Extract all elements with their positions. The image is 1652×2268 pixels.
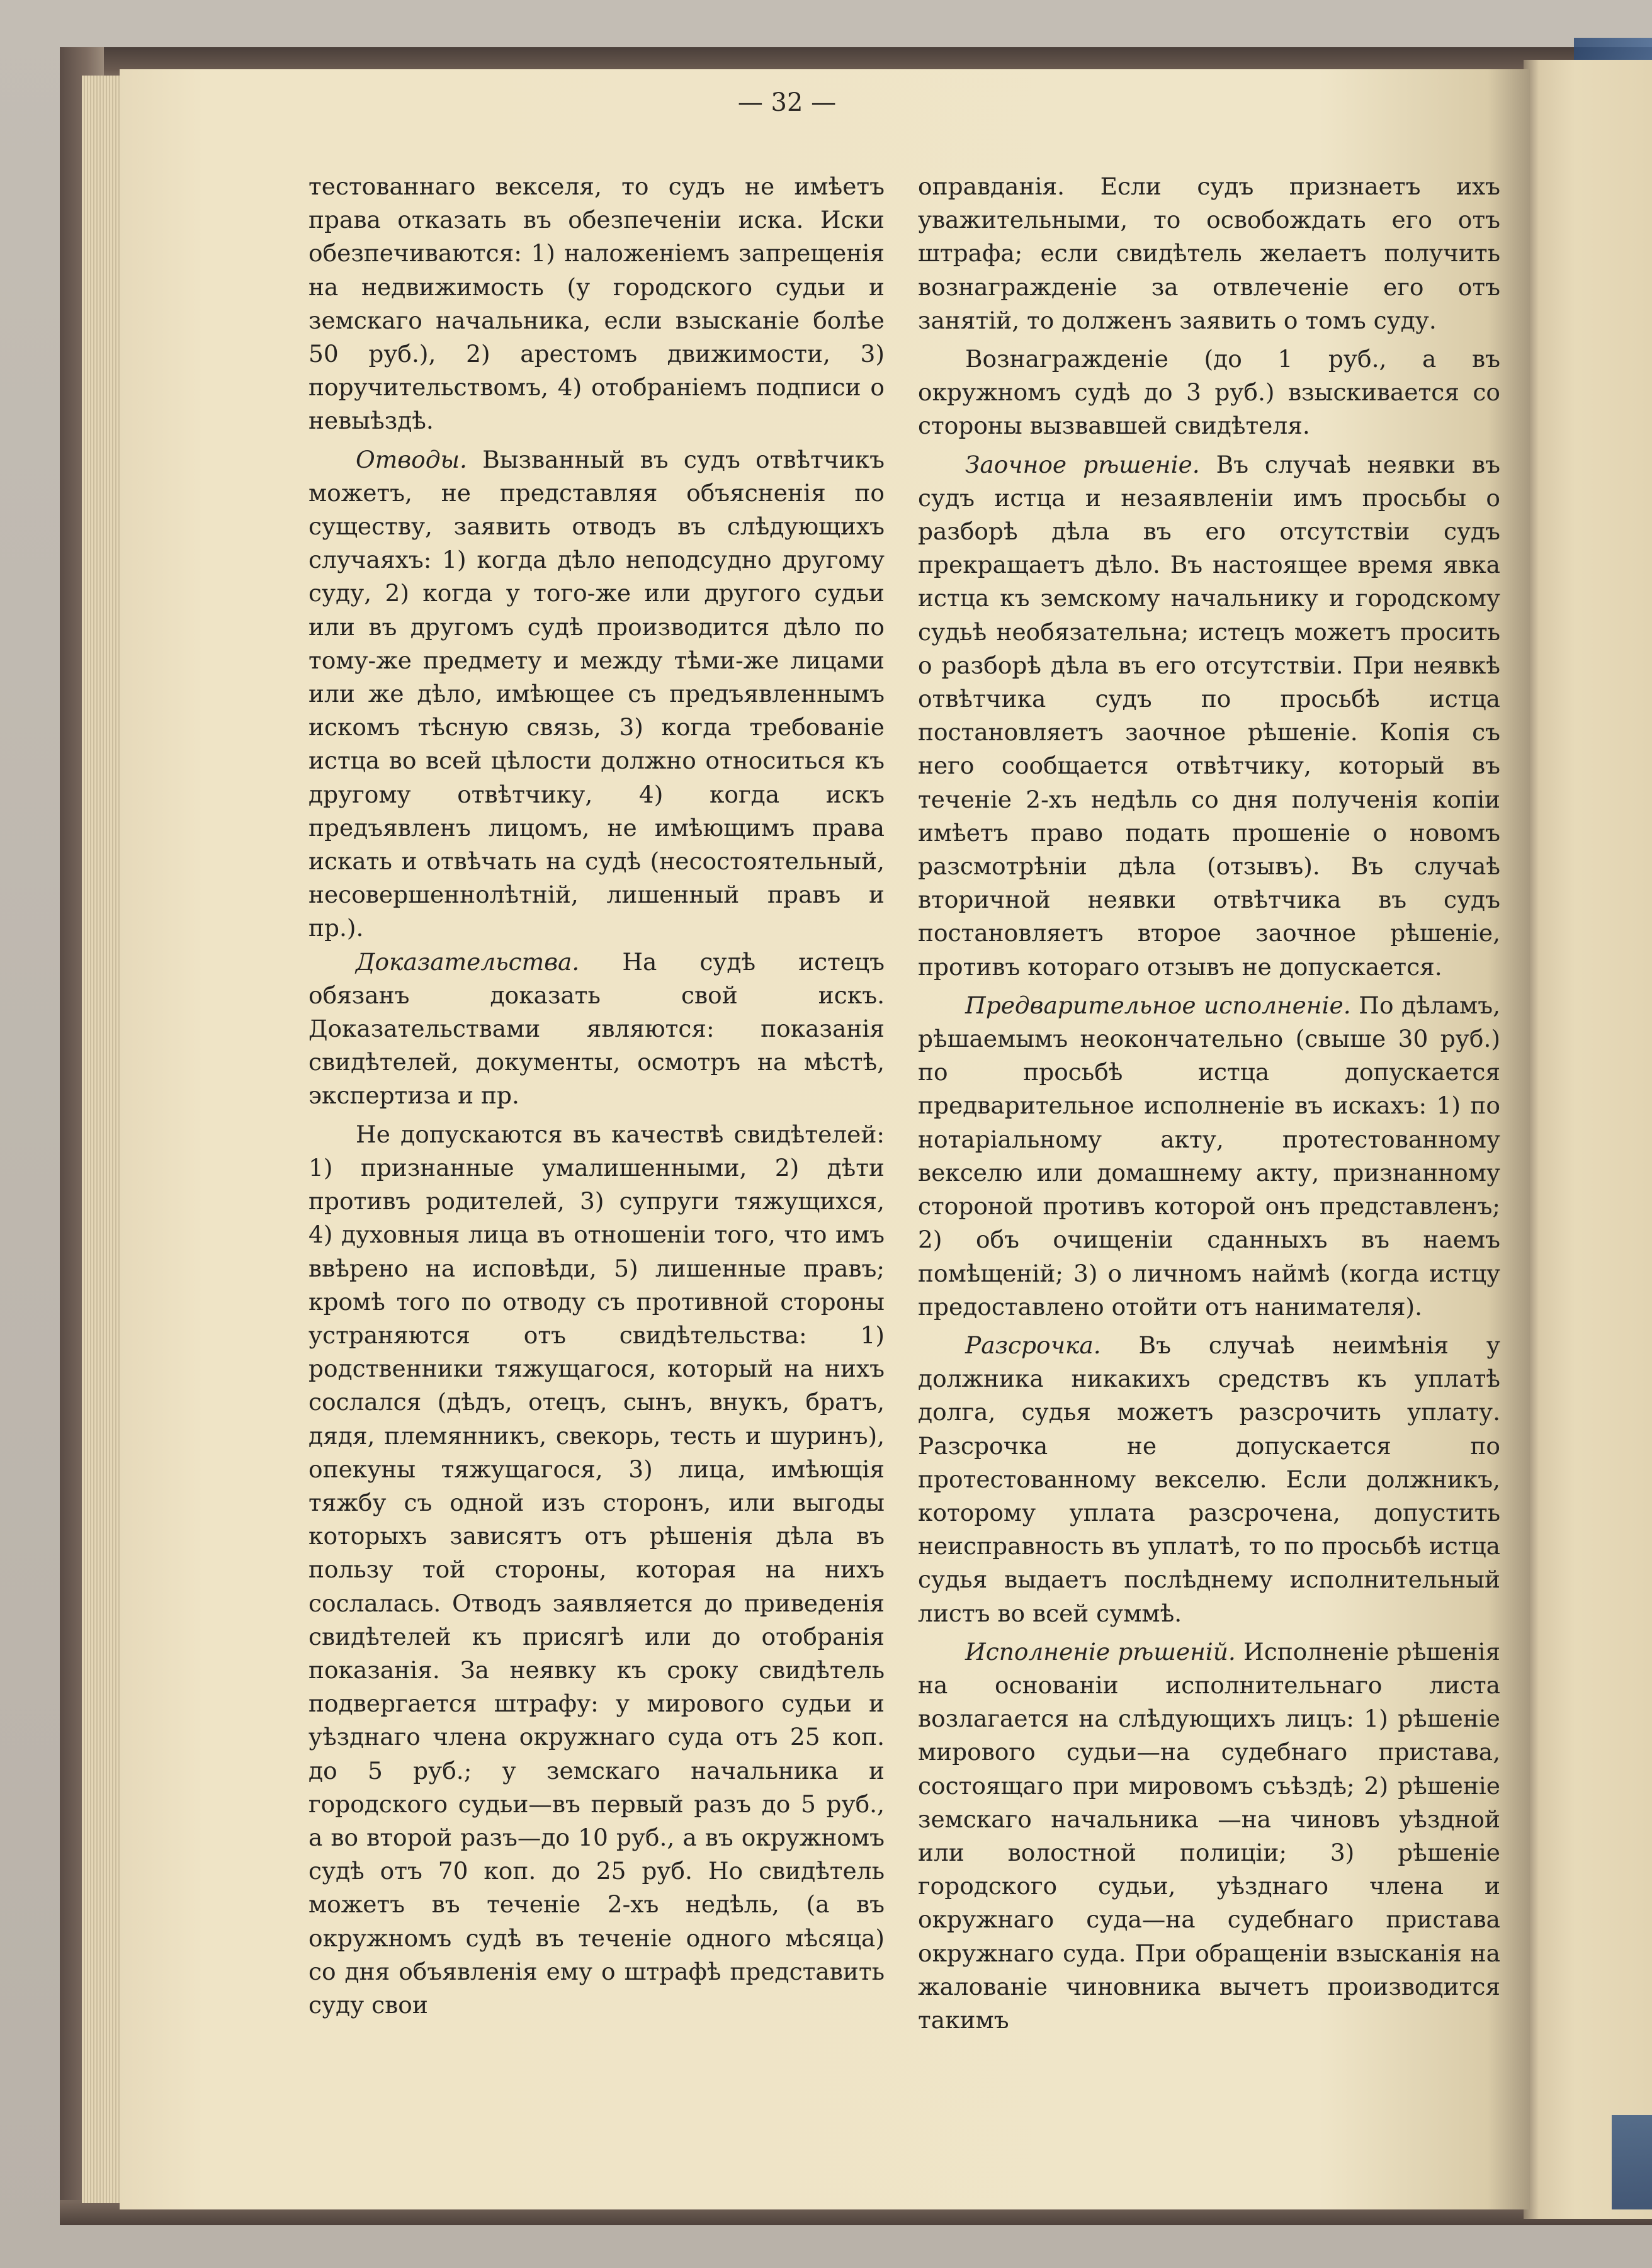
- paragraph: [918, 1635, 1500, 2037]
- right-column: [918, 170, 1500, 2037]
- paragraph: оправданія. Если судъ признаетъ ихъ уважительными, то освобождать его отъ штрафа; если свидѣтель желаетъ получить вознагражденіе за отвлеченіе его отъ занятій, то долженъ заявить о томъ суду.: [918, 172, 1500, 334]
- paragraph: [918, 989, 1500, 1324]
- paragraph: [918, 1329, 1500, 1630]
- section-heading: Исполненіе рѣшеній.: [965, 1637, 1236, 1666]
- left-column: [308, 170, 885, 2022]
- section-heading: Отводы.: [356, 445, 467, 473]
- book-cover-corner-bottom: [1612, 2115, 1652, 2209]
- paragraph: [308, 443, 885, 945]
- paragraph-text: Въ случаѣ неимѣнія у должника никакихъ средствъ къ уплатѣ долга, судья можетъ разсрочить уплату. Разсрочка не допускается по протестованному векселю. Если должникъ, которому уплата разсрочена, допустить неисправность въ уплатѣ, то по просьбѣ истца судья выдаетъ послѣднему исполнительный листъ во всей суммѣ.: [918, 1331, 1500, 1627]
- paragraph-text: Въ случаѣ неявки въ судъ истца и незаявленіи имъ просьбы о разборѣ дѣла въ его отсутствіи судъ прекращаетъ дѣло. Въ настоящее время явка истца къ земскому начальнику и городскому судьѣ необязательна; истецъ можетъ просить о разборѣ дѣла въ его отсутствіи. При неявкѣ отвѣтчика судъ по просьбѣ истца постановляетъ заочное рѣшеніе. Копія съ него сообщается отвѣтчику, который въ теченіе 2-хъ недѣль со дня полученія копіи имѣетъ право подать прошеніе о новомъ разсмотрѣніи дѣла (отзывъ). Въ случаѣ вторичной неявки отвѣтчика въ судъ постановляетъ второе заочное рѣшеніе, противъ котораго отзывъ не допускается.: [918, 450, 1500, 981]
- paragraph-text: По дѣламъ, рѣшаемымъ неокончательно (свыше 30 руб.) по просьбѣ истца допускается предварительное исполненіе въ искахъ: 1) по нотаріальному акту, протестованному векселю или домашнему акту, признанному стороной противъ которой онъ представленъ; 2) объ очищеніи сданныхъ въ наемъ помѣщеній; 3) о личномъ наймѣ (когда истцу предоставлено отойти отъ нанимателя).: [918, 991, 1501, 1321]
- paragraph: Не допускаются въ качествѣ свидѣтелей: 1) признанные умалишенными, 2) дѣти противъ родителей, 3) супруги тяжущихся, 4) духовныя лица въ отношеніи того, что имъ ввѣрено на исповѣди, 5) лишенные правъ; кромѣ того по отводу съ противной стороны устраняются отъ свидѣтельства: 1) родственники тяжущагося, который на нихъ сослался (дѣдъ, отецъ, сынъ, внукъ, братъ, дядя, племянникъ, свекорь, тесть и шуринъ), опекуны тяжущагося, 3) лица, имѣющія тяжбу съ одной изъ сторонъ, или выгоды которыхъ зависятъ отъ рѣшенія дѣла въ пользу той стороны, которая на нихъ сослалась. Отводъ заявляется до приведенія свидѣтелей къ присягѣ или до отобранія показанія. За неявку къ сроку свидѣтель подвергается штрафу: у мирового судьи и уѣзднаго члена окружнаго суда отъ 25 коп. до 5 руб.; у земскаго начальника и городского судьи—въ первый разъ до 5 руб., а во второй разъ—до 10 руб., а въ окружномъ судѣ отъ 70 коп. до 25 руб. Но свидѣтель можетъ въ теченіе 2-хъ недѣль, (а въ окружномъ судѣ въ теченіе одного мѣсяца) со дня объявленія ему о штрафѣ представить суду свои: [308, 1120, 885, 2019]
- section-heading: Предварительное исполненіе.: [965, 991, 1351, 1019]
- section-heading: Доказательства.: [356, 947, 580, 976]
- page-number: — 32 —: [737, 88, 837, 117]
- facing-page: [1524, 60, 1652, 2219]
- paragraph: [308, 945, 885, 1113]
- section-heading: Разсрочка.: [965, 1331, 1101, 1359]
- paragraph: тестованнаго векселя, то судъ не имѣетъ права отказать въ обезпеченіи иска. Иски обезпечиваются: 1) наложеніемъ запрещенія на недвижимость (у городского судьи и земскаго начальника, если взысканіе болѣе 50 руб.), 2) арестомъ движимости, 3) поручительствомъ, 4) отобраніемъ подписи о невыѣздѣ.: [308, 172, 885, 435]
- section-heading: Заочное рѣшеніе.: [965, 450, 1200, 478]
- paragraph-text: Исполненіе рѣшенія на основаніи исполнительнаго листа возлагается на слѣдующихъ лицъ: 1) рѣшеніе мирового судьи—на судебнаго пристава, состоящаго при мировомъ съѣздѣ; 2) рѣшеніе земскаго начальника —на чиновъ уѣздной или волостной полиціи; 3) рѣшеніе городского судьи, уѣзднаго члена и окружнаго суда—на судебнаго пристава окружнаго суда. При обращеніи взысканія на жалованіе чиновника вычетъ производится такимъ: [918, 1637, 1501, 2034]
- paragraph-text: На судѣ истецъ обязанъ доказать свой искъ. Доказательствами являются: показанія свидѣтелей, документы, осмотръ на мѣстѣ, экспертиза и пр.: [308, 947, 885, 1110]
- paragraph: Вознагражденіе (до 1 руб., а въ окружномъ судѣ до 3 руб.) взыскивается со стороны вызвавшей свидѣтеля.: [918, 345, 1500, 440]
- paragraph: [918, 448, 1500, 984]
- book-cover-corner: [1574, 38, 1652, 63]
- paragraph-text: Вызванный въ судъ отвѣтчикъ можетъ, не представляя объясненія по существу, заявить отводъ въ слѣдующихъ случаяхъ: 1) когда дѣло неподсудно другому суду, 2) когда у того-же или другого судьи или въ другомъ судѣ производится дѣло по тому-же предмету и между тѣми-же лицами или же дѣло, имѣющее съ предъявленнымъ искомъ тѣсную связь, 3) когда требованіе истца во всей цѣлости должно относиться къ другому отвѣтчику, 4) когда искъ предъявленъ лицомъ, не имѣющимъ права искать и отвѣчать на судѣ (несостоятельный, несовершеннолѣтній, лишенный правъ и пр.).: [308, 445, 885, 942]
